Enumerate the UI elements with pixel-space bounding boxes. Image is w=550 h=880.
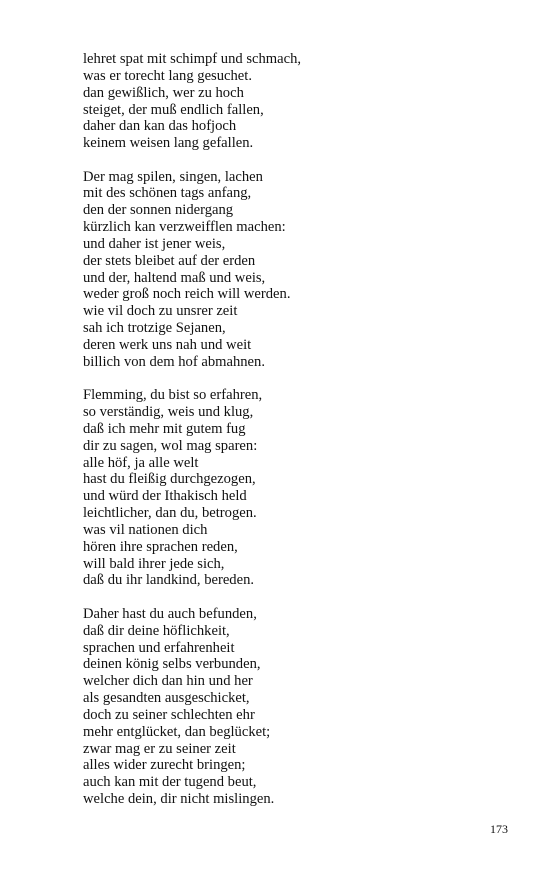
poem-line: und der, haltend maß und weis, <box>83 269 266 286</box>
poem-line: doch zu seiner schlechten ehr <box>83 706 255 723</box>
poem-line: keinem weisen lang gefallen. <box>83 135 254 152</box>
poem-line: daher dan kan das hofjoch <box>83 118 237 135</box>
poem-line: dan gewißlich, wer zu hoch <box>83 84 244 101</box>
poem-line: Flemming, du bist so erfahren, <box>83 387 263 404</box>
poem-line: der stets bleibet auf der erden <box>83 252 256 269</box>
poem-line: alles wider zurecht bringen; <box>83 757 246 774</box>
poem-line: steiget, der muß endlich fallen, <box>83 101 264 118</box>
poem-line: will bald ihrer jede sich, <box>83 555 225 572</box>
poem-line: deren werk uns nah und weit <box>83 337 252 353</box>
stanza-2 <box>83 169 503 371</box>
poem-line: lehret spat mit schimpf und schmach, <box>83 51 302 67</box>
poem-line: welcher dich dan hin und her <box>83 673 253 690</box>
poem-line: hören ihre sprachen reden, <box>83 538 238 555</box>
stanza-3 <box>83 387 503 589</box>
poem-line: so verständig, weis und klug, <box>83 404 254 421</box>
poem-line: daß du ihr landkind, bereden. <box>83 572 255 589</box>
poem-line: mehr entglücket, dan beglücket; <box>83 723 271 740</box>
poem-line: hast du fleißig durchgezogen, <box>83 471 256 488</box>
poem-line: sah ich trotzige Sejanen, <box>83 320 226 337</box>
stanza-4 <box>83 606 503 808</box>
poem-line: auch kan mit der tugend beut, <box>83 774 257 791</box>
poem-line: und würd der Ithakisch held <box>83 488 247 505</box>
poem-line: leichtlicher, dan du, betrogen. <box>83 505 257 522</box>
poem-body <box>83 51 503 824</box>
poem-line: weder groß noch reich will werden. <box>83 286 291 303</box>
poem-line: kürzlich kan verzweifflen machen: <box>83 219 286 236</box>
poem-line: billich von dem hof abmahnen. <box>83 353 265 370</box>
poem-line: deinen könig selbs verbunden, <box>83 656 261 673</box>
stanza-1 <box>83 51 503 152</box>
poem-line: sprachen und erfahrenheit <box>83 639 235 656</box>
poem-line: als gesandten ausgeschicket, <box>83 690 250 707</box>
page-number: 173 <box>490 822 508 836</box>
poem-line: welche dein, dir nicht mislingen. <box>83 791 275 808</box>
poem-line: dir zu sagen, wol mag sparen: <box>83 437 258 454</box>
poem-line: mit des schönen tags anfang, <box>83 185 252 202</box>
poem-line: was er torecht lang gesuchet. <box>83 67 252 84</box>
poem-line: alle höf, ja alle welt <box>83 454 199 471</box>
poem-line: was vil nationen dich <box>83 521 208 538</box>
poem-line: zwar mag er zu seiner zeit <box>83 740 236 757</box>
poem-line: Der mag spilen, singen, lachen <box>83 168 263 185</box>
poem-line: Daher hast du auch befunden, <box>83 605 257 622</box>
poem-line: wie vil doch zu unsrer zeit <box>83 303 238 320</box>
poem-line: und daher ist jener weis, <box>83 235 226 252</box>
poem-line: daß ich mehr mit gutem fug <box>83 420 246 437</box>
poem-line: daß dir deine höflichkeit, <box>83 622 230 639</box>
poem-line: den der sonnen nidergang <box>83 202 234 219</box>
